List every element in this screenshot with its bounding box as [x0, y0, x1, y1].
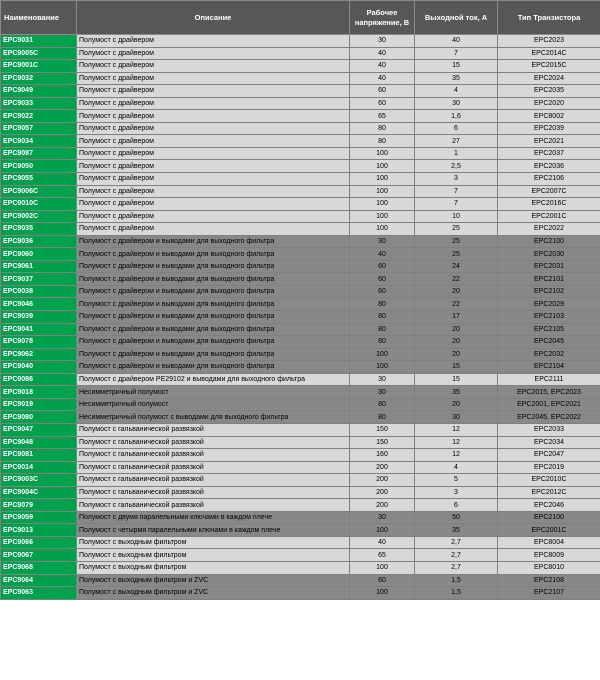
cell-transistor-type: EPC2104: [498, 361, 600, 374]
cell-current: 15: [415, 373, 498, 386]
cell-name: EPC9061: [1, 260, 77, 273]
cell-voltage: 65: [350, 549, 415, 562]
cell-description: Полумост с драйвером: [77, 198, 350, 211]
cell-voltage: 30: [350, 511, 415, 524]
cell-current: 35: [415, 72, 498, 85]
cell-description: Полумост с выходным фильтром и ZVC: [77, 574, 350, 587]
table-row: [1, 499, 600, 512]
cell-current: 3: [415, 173, 498, 186]
cell-transistor-type: EPC8010: [498, 561, 600, 574]
cell-transistor-type: EPC2046: [498, 499, 600, 512]
cell-current: 15: [415, 60, 498, 73]
cell-current: 20: [415, 348, 498, 361]
cell-current: 20: [415, 398, 498, 411]
cell-transistor-type: EPC2016C: [498, 198, 600, 211]
cell-current: 6: [415, 499, 498, 512]
header-voltage: Рабочее напряжение, В: [350, 1, 415, 35]
cell-name: EPC9067: [1, 549, 77, 562]
table-row: [1, 223, 600, 236]
table-row: [1, 311, 600, 324]
cell-name: EPC9037: [1, 273, 77, 286]
cell-name: EPC9081: [1, 449, 77, 462]
cell-name: EPC9046: [1, 298, 77, 311]
table-row: [1, 423, 600, 436]
cell-description: Полумост с драйвером и выводами для выходного фильтра: [77, 336, 350, 349]
cell-description: Полумост с драйвером: [77, 85, 350, 98]
table-row: [1, 135, 600, 148]
cell-description: Полумост с драйвером: [77, 147, 350, 160]
cell-name: EPC9062: [1, 348, 77, 361]
cell-name: EPC9039: [1, 311, 77, 324]
cell-transistor-type: EPC2045, EPC2022: [498, 411, 600, 424]
cell-voltage: 60: [350, 574, 415, 587]
cell-voltage: 80: [350, 122, 415, 135]
cell-voltage: 60: [350, 285, 415, 298]
cell-description: Полумост с драйвером и выводами для выходного фильтра: [77, 248, 350, 261]
table-row: [1, 35, 600, 48]
table-row: [1, 561, 600, 574]
cell-name: EPC9004C: [1, 486, 77, 499]
cell-voltage: 30: [350, 373, 415, 386]
cell-name: EPC9033: [1, 97, 77, 110]
cell-description: Несимметричный полумост с выводами для выходного фильтра: [77, 411, 350, 424]
cell-transistor-type: EPC2100: [498, 235, 600, 248]
cell-description: Полумост с драйвером: [77, 210, 350, 223]
cell-name: EPC9034: [1, 135, 77, 148]
cell-name: EPC9018: [1, 386, 77, 399]
cell-description: Полумост с драйвером: [77, 110, 350, 123]
cell-transistor-type: EPC2014C: [498, 47, 600, 60]
cell-current: 4: [415, 85, 498, 98]
cell-description: Несимметричный полумост: [77, 386, 350, 399]
cell-transistor-type: EPC2021: [498, 135, 600, 148]
table-row: [1, 185, 600, 198]
table-row: [1, 348, 600, 361]
table-row: [1, 449, 600, 462]
cell-transistor-type: EPC2022: [498, 223, 600, 236]
cell-voltage: 100: [350, 223, 415, 236]
cell-description: Полумост с драйвером и выводами для выходного фильтра: [77, 348, 350, 361]
cell-transistor-type: EPC2106: [498, 173, 600, 186]
cell-transistor-type: EPC2033: [498, 423, 600, 436]
cell-transistor-type: EPC8004: [498, 536, 600, 549]
table-row: [1, 411, 600, 424]
cell-name: EPC9006C: [1, 185, 77, 198]
table-row: [1, 524, 600, 537]
cell-current: 7: [415, 185, 498, 198]
cell-description: Полумост с драйвером: [77, 47, 350, 60]
cell-description: Полумост с четырмя паралельными ключами в каждом плече: [77, 524, 350, 537]
cell-voltage: 200: [350, 474, 415, 487]
cell-current: 6: [415, 122, 498, 135]
cell-transistor-type: EPC2031: [498, 260, 600, 273]
table-row: [1, 511, 600, 524]
cell-description: Полумост с драйвером и выводами для выходного фильтра: [77, 260, 350, 273]
table-row: [1, 386, 600, 399]
table-row: [1, 110, 600, 123]
cell-description: Полумост с гальванической развязкой: [77, 449, 350, 462]
cell-current: 2,7: [415, 549, 498, 562]
cell-transistor-type: EPC2036: [498, 160, 600, 173]
cell-current: 17: [415, 311, 498, 324]
cell-description: Полумост с гальванической развязкой: [77, 423, 350, 436]
cell-description: Полумост с драйвером: [77, 173, 350, 186]
cell-voltage: 40: [350, 536, 415, 549]
cell-name: EPC9050: [1, 160, 77, 173]
table-row: [1, 273, 600, 286]
cell-voltage: 80: [350, 311, 415, 324]
cell-current: 30: [415, 411, 498, 424]
cell-voltage: 30: [350, 235, 415, 248]
cell-voltage: 200: [350, 499, 415, 512]
cell-description: Полумост с драйвером и выводами для выходного фильтра: [77, 361, 350, 374]
table-row: [1, 486, 600, 499]
header-description: Описание: [77, 1, 350, 35]
cell-name: EPC9005C: [1, 47, 77, 60]
cell-transistor-type: EPC2034: [498, 436, 600, 449]
cell-description: Полумост с гальванической развязкой: [77, 499, 350, 512]
cell-transistor-type: EPC2029: [498, 298, 600, 311]
cell-name: EPC9063: [1, 587, 77, 600]
cell-transistor-type: EPC2023: [498, 35, 600, 48]
cell-name: EPC9055: [1, 173, 77, 186]
cell-transistor-type: EPC2001C: [498, 210, 600, 223]
table-row: [1, 549, 600, 562]
cell-current: 25: [415, 223, 498, 236]
cell-transistor-type: EPC2035: [498, 85, 600, 98]
header-current: Выходной ток, А: [415, 1, 498, 35]
cell-voltage: 100: [350, 185, 415, 198]
cell-name: EPC9040: [1, 361, 77, 374]
table-row: [1, 298, 600, 311]
cell-name: EPC9032: [1, 72, 77, 85]
cell-name: EPC9041: [1, 323, 77, 336]
cell-voltage: 100: [350, 160, 415, 173]
cell-transistor-type: EPC2105: [498, 323, 600, 336]
cell-voltage: 200: [350, 486, 415, 499]
cell-name: EPC9059: [1, 511, 77, 524]
cell-transistor-type: EPC2007C: [498, 185, 600, 198]
cell-current: 20: [415, 285, 498, 298]
cell-current: 1: [415, 147, 498, 160]
cell-description: Полумост с выходным фильтром и ZVC: [77, 587, 350, 600]
cell-voltage: 80: [350, 298, 415, 311]
cell-transistor-type: EPC2010C: [498, 474, 600, 487]
cell-voltage: 60: [350, 97, 415, 110]
cell-voltage: 60: [350, 85, 415, 98]
cell-transistor-type: EPC2030: [498, 248, 600, 261]
cell-name: EPC9002C: [1, 210, 77, 223]
cell-name: EPC9013: [1, 524, 77, 537]
cell-transistor-type: EPC2037: [498, 147, 600, 160]
cell-transistor-type: EPC2020: [498, 97, 600, 110]
cell-transistor-type: EPC8002: [498, 110, 600, 123]
cell-description: Полумост с гальванической развязкой: [77, 461, 350, 474]
table-row: [1, 198, 600, 211]
cell-voltage: 60: [350, 260, 415, 273]
table-row: [1, 160, 600, 173]
cell-description: Полумост с драйвером и выводами для выходного фильтра: [77, 298, 350, 311]
cell-current: 22: [415, 298, 498, 311]
cell-current: 22: [415, 273, 498, 286]
cell-voltage: 100: [350, 173, 415, 186]
cell-description: Несимметричный полумост: [77, 398, 350, 411]
table-row: [1, 336, 600, 349]
cell-current: 7: [415, 47, 498, 60]
cell-description: Полумост с драйвером и выводами для выходного фильтра: [77, 273, 350, 286]
cell-voltage: 100: [350, 587, 415, 600]
cell-name: EPC9057: [1, 122, 77, 135]
cell-voltage: 100: [350, 524, 415, 537]
cell-description: Полумост с драйвером: [77, 35, 350, 48]
cell-description: Полумост с выходным фильтром: [77, 561, 350, 574]
cell-transistor-type: EPC2101: [498, 273, 600, 286]
cell-name: EPC9001C: [1, 60, 77, 73]
cell-voltage: 150: [350, 436, 415, 449]
cell-transistor-type: EPC2111: [498, 373, 600, 386]
cell-voltage: 40: [350, 60, 415, 73]
cell-current: 5: [415, 474, 498, 487]
cell-voltage: 160: [350, 449, 415, 462]
cell-transistor-type: EPC2039: [498, 122, 600, 135]
cell-name: EPC9022: [1, 110, 77, 123]
cell-name: EPC9035: [1, 223, 77, 236]
cell-current: 20: [415, 336, 498, 349]
cell-name: EPC9064: [1, 574, 77, 587]
cell-current: 2,5: [415, 160, 498, 173]
table-row: [1, 436, 600, 449]
table-row: [1, 60, 600, 73]
cell-description: Полумост с драйвером и выводами для выходного фильтра: [77, 311, 350, 324]
table-row: [1, 85, 600, 98]
cell-transistor-type: EPC2047: [498, 449, 600, 462]
cell-current: 35: [415, 386, 498, 399]
cell-transistor-type: EPC2108: [498, 574, 600, 587]
cell-description: Полумост с драйвером: [77, 97, 350, 110]
cell-name: EPC9060: [1, 248, 77, 261]
cell-voltage: 150: [350, 423, 415, 436]
cell-transistor-type: EPC2100: [498, 511, 600, 524]
table-row: [1, 173, 600, 186]
cell-description: Полумост с выходным фильтром: [77, 549, 350, 562]
cell-description: Полумост с драйвером и выводами для выходного фильтра: [77, 235, 350, 248]
cell-transistor-type: EPC2001, EPC2021: [498, 398, 600, 411]
cell-current: 10: [415, 210, 498, 223]
table-row: [1, 260, 600, 273]
cell-current: 40: [415, 35, 498, 48]
cell-voltage: 80: [350, 336, 415, 349]
cell-voltage: 200: [350, 461, 415, 474]
cell-current: 50: [415, 511, 498, 524]
cell-transistor-type: EPC2045: [498, 336, 600, 349]
cell-current: 3: [415, 486, 498, 499]
cell-voltage: 100: [350, 198, 415, 211]
cell-description: Полумост с драйвером и выводами для выходного фильтра: [77, 285, 350, 298]
table-row: [1, 323, 600, 336]
cell-name: EPC9078: [1, 336, 77, 349]
cell-current: 12: [415, 423, 498, 436]
table-row: [1, 574, 600, 587]
cell-current: 2,7: [415, 561, 498, 574]
table-row: [1, 474, 600, 487]
cell-current: 4: [415, 461, 498, 474]
cell-voltage: 30: [350, 35, 415, 48]
cell-description: Полумост с драйвером: [77, 72, 350, 85]
cell-current: 15: [415, 361, 498, 374]
table-row: [1, 461, 600, 474]
cell-transistor-type: EPC8009: [498, 549, 600, 562]
cell-current: 20: [415, 323, 498, 336]
cell-voltage: 40: [350, 47, 415, 60]
cell-current: 30: [415, 97, 498, 110]
table-row: [1, 248, 600, 261]
cell-description: Полумост с драйвером: [77, 223, 350, 236]
cell-current: 35: [415, 524, 498, 537]
cell-name: EPC9038: [1, 285, 77, 298]
table-row: [1, 361, 600, 374]
table-row: [1, 285, 600, 298]
cell-voltage: 100: [350, 348, 415, 361]
cell-voltage: 65: [350, 110, 415, 123]
cell-name: EPC9087: [1, 147, 77, 160]
table-row: [1, 147, 600, 160]
cell-transistor-type: EPC2015, EPC2023: [498, 386, 600, 399]
cell-voltage: 80: [350, 323, 415, 336]
cell-voltage: 40: [350, 248, 415, 261]
table-row: [1, 587, 600, 600]
cell-voltage: 80: [350, 411, 415, 424]
cell-description: Полумост с драйвером: [77, 135, 350, 148]
cell-name: EPC9080: [1, 411, 77, 424]
cell-voltage: 80: [350, 398, 415, 411]
table-row: [1, 72, 600, 85]
cell-description: Полумост с драйвером: [77, 60, 350, 73]
cell-voltage: 30: [350, 386, 415, 399]
cell-name: EPC9068: [1, 561, 77, 574]
cell-voltage: 100: [350, 361, 415, 374]
cell-voltage: 100: [350, 147, 415, 160]
cell-name: EPC9048: [1, 436, 77, 449]
table-row: [1, 47, 600, 60]
table-row: [1, 373, 600, 386]
cell-name: EPC9031: [1, 35, 77, 48]
cell-transistor-type: EPC2032: [498, 348, 600, 361]
header-transistor-type: Тип Транзистора: [498, 1, 600, 35]
cell-current: 27: [415, 135, 498, 148]
table-row: [1, 122, 600, 135]
header-row: [1, 1, 600, 35]
cell-description: Полумост с драйвером и выводами для выходного фильтра: [77, 323, 350, 336]
cell-current: 1,6: [415, 110, 498, 123]
cell-transistor-type: EPC2107: [498, 587, 600, 600]
cell-name: EPC9079: [1, 499, 77, 512]
cell-current: 1,5: [415, 574, 498, 587]
cell-voltage: 100: [350, 210, 415, 223]
table-row: [1, 235, 600, 248]
cell-transistor-type: EPC2103: [498, 311, 600, 324]
cell-transistor-type: EPC2015C: [498, 60, 600, 73]
table-row: [1, 398, 600, 411]
cell-current: 7: [415, 198, 498, 211]
cell-voltage: 80: [350, 135, 415, 148]
cell-voltage: 100: [350, 561, 415, 574]
table-row: [1, 97, 600, 110]
cell-description: Полумост с гальванической развязкой: [77, 474, 350, 487]
cell-current: 12: [415, 449, 498, 462]
cell-transistor-type: EPC2012C: [498, 486, 600, 499]
cell-description: Полумост с выходным фильтром: [77, 536, 350, 549]
cell-current: 12: [415, 436, 498, 449]
cell-voltage: 60: [350, 273, 415, 286]
cell-current: 1,5: [415, 587, 498, 600]
cell-description: Полумост с драйвером: [77, 160, 350, 173]
cell-name: EPC9019: [1, 398, 77, 411]
cell-name: EPC9036: [1, 235, 77, 248]
cell-current: 24: [415, 260, 498, 273]
cell-description: Полумост с двумя паралельными ключами в каждом плече: [77, 511, 350, 524]
cell-name: EPC9047: [1, 423, 77, 436]
header-name: Наименование: [1, 1, 77, 35]
cell-description: Полумост с гальванической развязкой: [77, 436, 350, 449]
cell-name: EPC9010C: [1, 198, 77, 211]
table-row: [1, 210, 600, 223]
cell-name: EPC9014: [1, 461, 77, 474]
cell-current: 25: [415, 235, 498, 248]
cell-transistor-type: EPC2001C: [498, 524, 600, 537]
cell-description: Полумост с гальванической развязкой: [77, 486, 350, 499]
cell-transistor-type: EPC2102: [498, 285, 600, 298]
cell-name: EPC9066: [1, 536, 77, 549]
cell-voltage: 40: [350, 72, 415, 85]
cell-current: 25: [415, 248, 498, 261]
cell-transistor-type: EPC2019: [498, 461, 600, 474]
table-row: [1, 536, 600, 549]
cell-description: Полумост с драйвером: [77, 122, 350, 135]
cell-name: EPC9003C: [1, 474, 77, 487]
cell-name: EPC9086: [1, 373, 77, 386]
cell-description: Полумост с драйвером: [77, 185, 350, 198]
cell-name: EPC9049: [1, 85, 77, 98]
cell-description: Полумост с драйвером PE29102 и выводами для выходного фильтра: [77, 373, 350, 386]
cell-transistor-type: EPC2024: [498, 72, 600, 85]
cell-current: 2,7: [415, 536, 498, 549]
